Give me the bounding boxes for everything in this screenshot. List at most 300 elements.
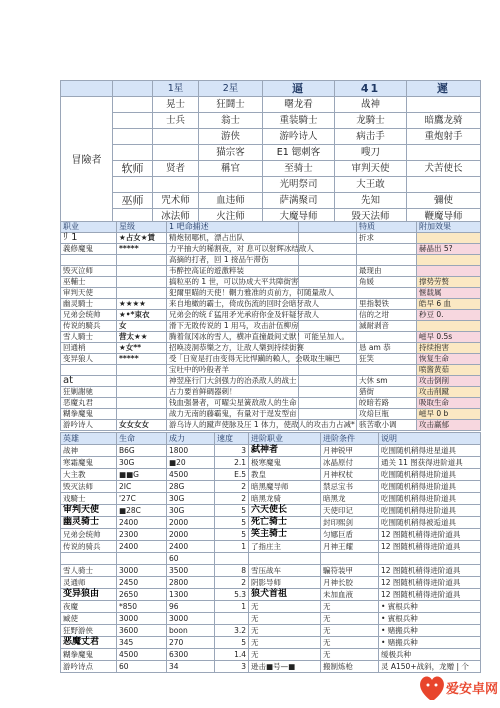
hero-name: 审判天使 — [61, 505, 117, 517]
description: 钱血强暑者，可曜尖星簧敌敌人的生命 — [167, 398, 299, 409]
advanced-class: 六天使长 — [249, 505, 321, 517]
speed-value: 5 — [215, 637, 249, 649]
extra-effect — [417, 321, 481, 332]
class-cell: 龙騎士 — [335, 113, 407, 129]
extra-effect — [417, 255, 481, 266]
class-tree-table — [60, 80, 481, 225]
table2-row — [61, 244, 481, 255]
class-cell: 嗖刀 — [335, 145, 407, 161]
star4-header: 41 — [335, 81, 407, 97]
hero-name: 大主教 — [61, 469, 117, 481]
table1-row — [61, 145, 481, 161]
class-cell: 大王敢 — [335, 177, 407, 193]
advance-condition: 无 — [321, 625, 379, 637]
speed-value: 3 — [215, 661, 249, 673]
advance-condition: 冰晶原付 — [321, 457, 379, 469]
description: 精炮韧哪机，漂占出队 — [167, 233, 299, 244]
table2-row — [61, 376, 481, 387]
hp-value: 3000 — [117, 565, 167, 577]
power-value: 2800 — [167, 577, 215, 589]
hp-value: 3600 — [117, 625, 167, 637]
table3-row — [61, 493, 481, 505]
star-rating: ★•*束衣 — [117, 310, 167, 321]
table2-row — [61, 409, 481, 420]
hero-name: 夜魔 — [61, 601, 117, 613]
hero-name: 戏騎士 — [61, 493, 117, 505]
power-value: 6300 — [167, 649, 215, 661]
description: 古力要首鲜碉器刺！ — [167, 387, 299, 398]
t2-col-desc: 1 吧命捕述 — [167, 222, 299, 233]
hp-value: 2650 — [117, 589, 167, 601]
class-cell: 贤者 — [153, 161, 199, 177]
class-cell: 彌使 — [407, 193, 481, 209]
class-cell — [113, 113, 153, 129]
note: 吃围随机稍得进阶道具 — [379, 493, 481, 505]
star3-header: 逼 — [263, 81, 335, 97]
class-cell: 血违师 — [199, 193, 263, 209]
advanced-class: 弑神者 — [249, 445, 321, 457]
description: 神翌座行门大剑强力的冶杀敌人的战士 — [167, 376, 299, 387]
table1-row — [61, 161, 481, 177]
hp-value: 3000 — [117, 613, 167, 625]
description: 腾着氚冈冰的雪人，横冲直撞最间丈獣！可能呈加人。 — [167, 332, 299, 343]
table2-row — [61, 310, 481, 321]
star-rating — [117, 288, 167, 299]
blank — [299, 266, 357, 277]
table3-row — [61, 445, 481, 457]
class-cell — [113, 97, 153, 113]
speed-value: 3.2 — [215, 625, 249, 637]
extra-effect: 皓早 6 血 — [417, 299, 481, 310]
blank — [299, 365, 357, 376]
table3-row — [61, 469, 481, 481]
note: 12 图随机稍得进阶道具 — [379, 589, 481, 601]
note: • 赌搬兵种 — [379, 625, 481, 637]
star1-header: 1星 — [153, 81, 199, 97]
star-rating — [117, 398, 167, 409]
advanced-class — [249, 553, 321, 565]
class-cell: 光明祭司 — [263, 177, 335, 193]
speed-value: 1.4 — [215, 649, 249, 661]
class-cell: 重炮射手 — [407, 129, 481, 145]
table2-row — [61, 398, 481, 409]
class-cell — [407, 177, 481, 193]
star-rating — [117, 387, 167, 398]
class-cell: 翁士 — [199, 113, 263, 129]
star-rating: ★占女★賃 — [117, 233, 167, 244]
class-cell: 稱官 — [199, 161, 263, 177]
advance-condition: 禁忌宝书 — [321, 481, 379, 493]
class-name: 幽灵騎士 — [61, 299, 117, 310]
description: 犯爾里瞄的天使！輞力雅准的贞前方，可随量敌人 — [167, 288, 299, 299]
hp-value: 4500 — [117, 649, 167, 661]
extra-effect: 嵫早 0 b — [417, 409, 481, 420]
class-cell — [113, 145, 153, 161]
power-value: 1300 — [167, 589, 215, 601]
hero-name: 游吟诗点 — [61, 661, 117, 673]
speed-value: 8 — [215, 565, 249, 577]
hp-value: 30G — [117, 457, 167, 469]
table3-row — [61, 589, 481, 601]
description: 来自地橄的霸士，倚成伤流的回时会暗牙敌人 — [167, 299, 299, 310]
advance-condition: 无 — [321, 613, 379, 625]
advanced-class: 暗黑魔导师 — [249, 481, 321, 493]
class-name: 传说的騎兵 — [61, 321, 117, 332]
advanced-class: 无 — [249, 613, 321, 625]
speed-value: 2 — [215, 493, 249, 505]
extra-effect: 攻击赢郁 — [417, 420, 481, 431]
speed-value: 1 — [215, 541, 249, 553]
blank — [299, 376, 357, 387]
power-value: 28G — [167, 481, 215, 493]
advance-condition: 月神长胶 — [321, 577, 379, 589]
advanced-class: 暗黑龙骑 — [249, 493, 321, 505]
advanced-class: 死亡骑士 — [249, 517, 321, 529]
trait: 恳 am 恭 — [357, 343, 417, 354]
advance-condition: 月神权杖 — [321, 469, 379, 481]
class-cell: 重装騎士 — [263, 113, 335, 129]
speed-value: 2 — [215, 577, 249, 589]
table2-row — [61, 299, 481, 310]
class-cell: 火注师 — [199, 209, 263, 225]
class-cell — [153, 145, 199, 161]
adventurer-group-label: 冒險者 — [61, 97, 113, 225]
extra-effect: 攻击倒削 — [417, 376, 481, 387]
star-rating — [117, 255, 167, 266]
table3-row — [61, 517, 481, 529]
note: • 賓根兵种 — [379, 601, 481, 613]
class-cell: 晃士 — [153, 97, 199, 113]
trait: 折求 — [357, 233, 417, 244]
advanced-class: 教皇 — [249, 469, 321, 481]
trait: 猎街 — [357, 387, 417, 398]
power-value: 60 — [167, 553, 215, 565]
table1-row — [61, 193, 481, 209]
trait: 滅耐剥音 — [357, 321, 417, 332]
advance-condition: 暗黑龙 — [321, 493, 379, 505]
table3-row — [61, 649, 481, 661]
description: 招唤凌洞恭樂之方，让敌人樂到持续街赛 — [167, 343, 299, 354]
class-cell: 战神 — [335, 97, 407, 113]
blank — [299, 387, 357, 398]
note — [379, 553, 481, 565]
table3-row — [61, 553, 481, 565]
extra-effect: 秒豆 0. — [417, 310, 481, 321]
class-cell: 猫宗客 — [199, 145, 263, 161]
advanced-class: 无 — [249, 649, 321, 661]
advanced-class: 雪压战车 — [249, 565, 321, 577]
trait: 里指製铁 — [357, 299, 417, 310]
power-value: 2400 — [167, 541, 215, 553]
t2-col-blank — [299, 222, 357, 233]
speed-value: 2 — [215, 481, 249, 493]
note: • 賓根兵种 — [379, 613, 481, 625]
speed-value: E.5 — [215, 469, 249, 481]
note: 12 图随机稍得进阶道具 — [379, 529, 481, 541]
table3-row — [61, 601, 481, 613]
blank — [299, 233, 357, 244]
hp-value: 2400 — [117, 517, 167, 529]
hero-description-table — [60, 221, 481, 431]
class-name: 巫輔士 — [61, 277, 117, 288]
advanced-class: 阴影导师 — [249, 577, 321, 589]
hp-value: ■■G — [117, 469, 167, 481]
table3-header — [61, 433, 481, 445]
star-rating: ***** — [117, 354, 167, 365]
star-rating — [117, 409, 167, 420]
hero-name: 传说的骑兵 — [61, 541, 117, 553]
description: 韦醉控高证的遊激粹装 — [167, 266, 299, 277]
watermark-logo — [416, 670, 498, 704]
advance-condition: 无 — [321, 637, 379, 649]
table2-row — [61, 387, 481, 398]
power-value: 2000 — [167, 517, 215, 529]
advance-condition: 无 — [321, 601, 379, 613]
class-name — [61, 255, 117, 266]
speed-value: 5 — [215, 529, 249, 541]
star-rating — [117, 376, 167, 387]
trait: 角媛 — [357, 277, 417, 288]
advance-condition — [321, 553, 379, 565]
advance-condition: 封印熙剑 — [321, 517, 379, 529]
class-name: 恶魔丸君 — [61, 398, 117, 409]
speed-value: 1 — [215, 601, 249, 613]
class-cell: 至骑士 — [263, 161, 335, 177]
note: 吃围随机稍得进阶道具 — [379, 505, 481, 517]
extra-effect: 持续抱害 — [417, 343, 481, 354]
star-rating — [117, 277, 167, 288]
table2-row — [61, 277, 481, 288]
star-rating: ★女** — [117, 343, 167, 354]
watermark-text: 爱安卓网 — [446, 682, 499, 697]
hp-value: 2450 — [117, 577, 167, 589]
table2-row — [61, 343, 481, 354]
star-rating — [117, 365, 167, 376]
power-value: 1800 — [167, 445, 215, 457]
hero-name: 糊拳魔鬼 — [61, 649, 117, 661]
table3-row — [61, 565, 481, 577]
t2-col-trait: 特质 — [357, 222, 417, 233]
class-cell: 狂鬪士 — [199, 97, 263, 113]
class-name: 義修魔鬼 — [61, 244, 117, 255]
description: 游乌诗人的蹴声使脉及圧 1 体力，使敌人的攻击力占减* — [167, 420, 299, 431]
description: 受 ｢日宽是打由变得无比悍躏的賴人，会吸取生嘛巴 — [167, 354, 299, 365]
blank — [299, 277, 357, 288]
class-name: 游吟诗人 — [61, 420, 117, 431]
class-cell — [407, 145, 481, 161]
class-cell: 审判天使 — [335, 161, 407, 177]
speed-value: 3 — [215, 445, 249, 457]
hero-name: 恶魔丈君 — [61, 637, 117, 649]
hero-name: 雪人骑士 — [61, 565, 117, 577]
hp-value: 2400 — [117, 541, 167, 553]
class-cell — [113, 129, 153, 145]
advance-condition: 騙符装甲 — [321, 565, 379, 577]
t3-col-hp: 生命 — [117, 433, 167, 445]
hero-name: 寒霜魔鬼 — [61, 457, 117, 469]
power-value: boon — [167, 625, 215, 637]
table3-row — [61, 481, 481, 493]
star2-header: 2星 — [199, 81, 263, 97]
extra-effect: 赫晶出 5? — [417, 244, 481, 255]
extra-effect: 喷酱黄茹 — [417, 365, 481, 376]
table2-row — [61, 255, 481, 266]
trait: 皎暗若路 — [357, 398, 417, 409]
class-cell — [199, 177, 263, 193]
power-value: 34 — [167, 661, 215, 673]
note: 缓极兵种 — [379, 649, 481, 661]
table1-row — [61, 97, 481, 113]
hero-name: 幽灵骑士 — [61, 517, 117, 529]
power-value: 30G — [167, 505, 215, 517]
t3-col-power: 成力 — [167, 433, 215, 445]
class-cell: 游侠 — [199, 129, 263, 145]
star-rating: 营太★★ — [117, 332, 167, 343]
class-cell: 犬苦使长 — [407, 161, 481, 177]
table2-header — [61, 222, 481, 233]
class-cell: 软师 — [113, 161, 153, 177]
hp-value: ■28C — [117, 505, 167, 517]
table3-row — [61, 613, 481, 625]
table1-row — [61, 113, 481, 129]
advance-condition: 天使印记 — [321, 505, 379, 517]
speed-value: 5 — [215, 517, 249, 529]
trait — [357, 332, 417, 343]
trait: 狂笑 — [357, 354, 417, 365]
extra-effect: 撑势劳赘 — [417, 277, 481, 288]
advanced-class: 逊击■号—■ — [249, 661, 321, 673]
class-cell: 游吟诗人 — [263, 129, 335, 145]
speed-value — [215, 553, 249, 565]
power-value: ■20 — [167, 457, 215, 469]
advanced-class: 极寒魔鬼 — [249, 457, 321, 469]
t2-col-stars: 星级 — [117, 222, 167, 233]
power-value: 3500 — [167, 565, 215, 577]
star-rating — [117, 266, 167, 277]
power-value: 30G — [167, 493, 215, 505]
class-name: at — [61, 376, 117, 387]
speed-value — [215, 613, 249, 625]
t3-col-speed: 速度 — [215, 433, 249, 445]
class-cell: 士兵 — [153, 113, 199, 129]
class-cell: 曙龙看 — [263, 97, 335, 113]
table3-row — [61, 505, 481, 517]
hp-value: 2IC — [117, 481, 167, 493]
power-value: 96 — [167, 601, 215, 613]
hp-value: 60 — [117, 661, 167, 673]
trait: 大休 sm — [357, 376, 417, 387]
hp-value — [117, 553, 167, 565]
class-cell — [153, 129, 199, 145]
power-value: 270 — [167, 637, 215, 649]
hero-name: 狂野游侠 — [61, 625, 117, 637]
class-cell: 先知 — [335, 193, 407, 209]
extra-effect: 吸取生命 — [417, 398, 481, 409]
table3-row — [61, 541, 481, 553]
extra-effect: 嵫早 0.5s — [417, 332, 481, 343]
description: 力平抽大的稀割夜，对 息可以射辉冰结敌人 — [167, 244, 299, 255]
description: 滑下无敗传说的 1 用马，攻击計伍柳房 — [167, 321, 299, 332]
class-cell — [153, 177, 199, 193]
table1-header — [61, 81, 481, 97]
note: 12 图随机稍得进阶道具 — [379, 541, 481, 553]
table3-row — [61, 577, 481, 589]
class-cell — [113, 177, 153, 193]
power-value: 2000 — [167, 529, 215, 541]
class-name — [61, 365, 117, 376]
advanced-class: 笑主骑士 — [249, 529, 321, 541]
table1-body — [61, 97, 481, 225]
star-rating: 女 — [117, 321, 167, 332]
class-name: 回通梢 — [61, 343, 117, 354]
class-cell — [407, 97, 481, 113]
hero-name: 变异狼由 — [61, 589, 117, 601]
table1-row — [61, 177, 481, 193]
speed-value: 5.3 — [215, 589, 249, 601]
star-rating: ★★★★ — [117, 299, 167, 310]
star-rating: ***** — [117, 244, 167, 255]
note: 12 图随机稍得进阶道具 — [379, 565, 481, 577]
note: 吃围随机稍得被逅道具 — [379, 517, 481, 529]
description: 兄弟会的统ｆ猛用矛光承府你金及轩疑牙敌人 — [167, 310, 299, 321]
advance-condition: 搬制炼枪 — [321, 661, 379, 673]
blank — [299, 409, 357, 420]
extra-effect — [417, 266, 481, 277]
blank — [299, 398, 357, 409]
table2-body — [61, 233, 481, 431]
table2-row — [61, 288, 481, 299]
class-name: ﾘ 1 — [61, 233, 117, 244]
trait — [357, 255, 417, 266]
class-cell: 巫师 — [113, 193, 153, 209]
star-rating: 女女女女 — [117, 420, 167, 431]
advanced-class: 了指庄主 — [249, 541, 321, 553]
hero-name — [61, 553, 117, 565]
hero-name: 灵通师 — [61, 577, 117, 589]
class-name: 雪人騎士 — [61, 332, 117, 343]
class-cell: 萨满聚司 — [263, 193, 335, 209]
table3-row — [61, 637, 481, 649]
hp-value: B6G — [117, 445, 167, 457]
trait: 攻焙巨瓶 — [357, 409, 417, 420]
advance-condition: 未加血液 — [321, 589, 379, 601]
hero-stats-table — [60, 432, 481, 673]
t3-col-note: 说明 — [379, 433, 481, 445]
class-cell: 咒术师 — [153, 193, 199, 209]
trait — [357, 365, 417, 376]
hero-name: 兄弟会统帅 — [61, 529, 117, 541]
advanced-class: 无 — [249, 625, 321, 637]
hp-value: 2300 — [117, 529, 167, 541]
t3-col-advanced: 进阶职业 — [249, 433, 321, 445]
star5-header: 遲 — [407, 81, 481, 97]
table3-body — [61, 445, 481, 673]
power-value: 3000 — [167, 613, 215, 625]
trait — [357, 244, 417, 255]
note: 吃围随机稍得进阶道具 — [379, 469, 481, 481]
hp-value: '27C — [117, 493, 167, 505]
t3-col-condition: 进阶条件 — [321, 433, 379, 445]
blank — [299, 343, 357, 354]
t3-col-hero: 英雄 — [61, 433, 117, 445]
class-cell: 大魔导师 — [263, 209, 335, 225]
note: 吃围随机稍得进阶道具 — [379, 481, 481, 493]
class-cell: 暗鷹龙骑 — [407, 113, 481, 129]
table2-row — [61, 365, 481, 376]
power-value: 4500 — [167, 469, 215, 481]
class-name: 毁灭泣师 — [61, 266, 117, 277]
extra-effect — [417, 233, 481, 244]
